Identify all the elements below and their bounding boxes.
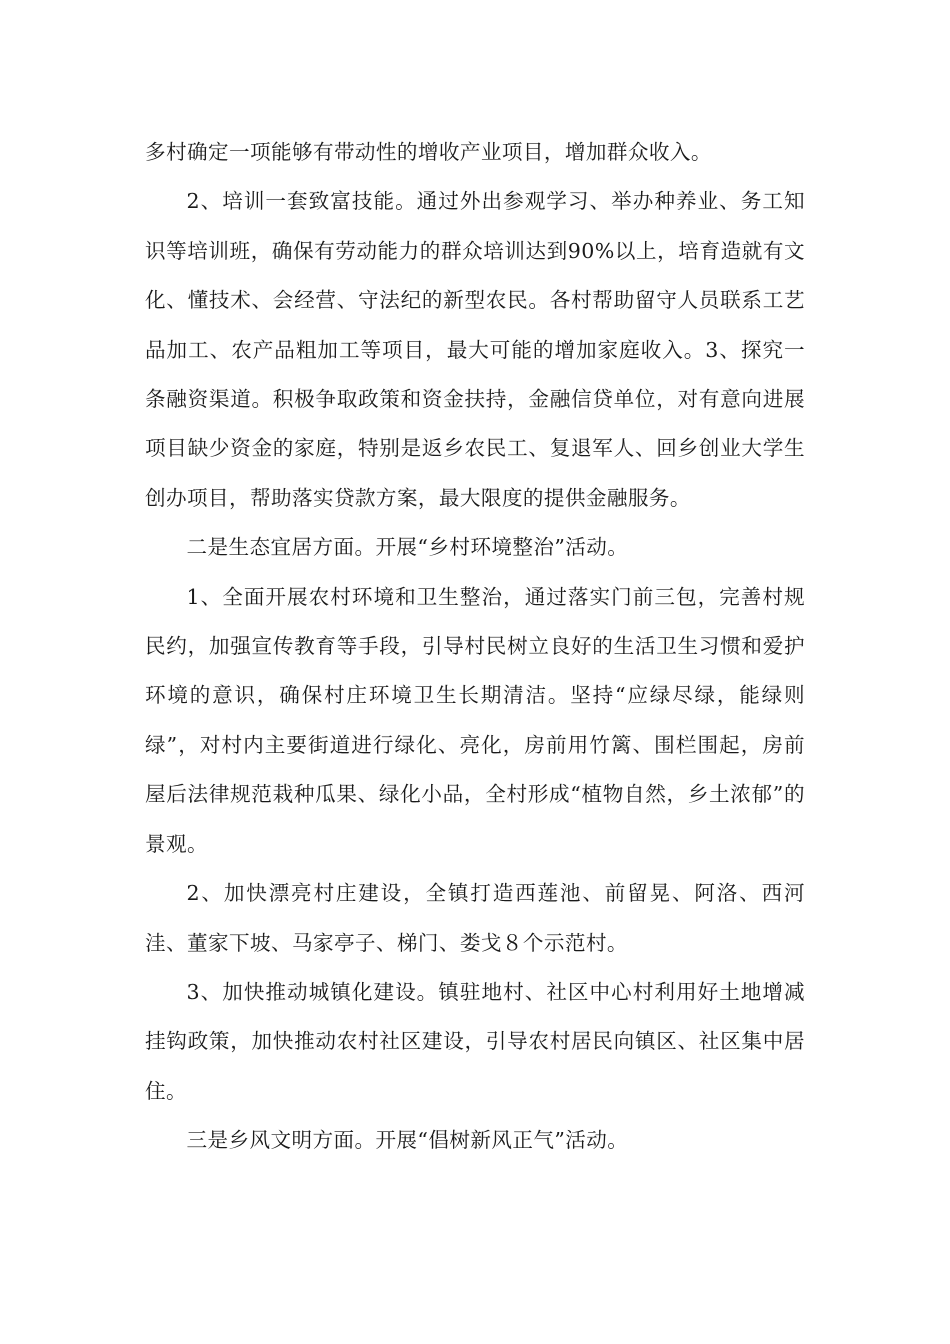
- paragraph-urbanization: 3、加快推动城镇化建设。镇驻地村、社区中心村利用好土地增减挂钩政策，加快推动农村社区建设，引导农村居民向镇区、社区集中居住。: [145, 979, 805, 1103]
- paragraph-ecological-heading: 二是生态宜居方面。开展“乡村环境整治”活动。: [186, 535, 629, 560]
- paragraph-village-construction: 2、加快漂亮村庄建设，全镇打造西莲池、前留晃、阿洛、西河洼、董家下坡、马家亭子、梯门、娄戈８个示范村。: [145, 881, 805, 955]
- paragraph-continuation: 多村确定一项能够有带动性的增收产业项目，增加群众收入。: [145, 140, 712, 164]
- paragraph-environment-sanitation: 1、全面开展农村环境和卫生整治，通过落实门前三包，完善村规民约，加强宣传教育等手段，引导村民树立良好的生活卫生习惯和爱护环境的意识，确保村庄环境卫生长期清洁。坚持“应绿尽绿，能绿则绿”，对村内主要街道进行绿化、亮化，房前用竹篱、围栏围起，房前屋后法律规范栽种瓜果、绿化小品，全村形成“植物自然，乡土浓郁”的景观。: [145, 584, 805, 856]
- paragraph-civility-heading: 三是乡风文明方面。开展“倡树新风正气”活动。: [186, 1128, 629, 1153]
- document-page: [145, 128, 805, 1166]
- paragraph-skills-training: 2、培训一套致富技能。通过外出参观学习、举办种养业、务工知识等培训班，确保有劳动能力的群众培训达到90%以上，培育造就有文化、懂技术、会经营、守法纪的新型农民。各村帮助留守人员联系工艺品加工、农产品粗加工等项目，最大可能的增加家庭收入。3、探究一条融资渠道。积极争取政策和资金扶持，金融信贷单位，对有意向进展项目缺少资金的家庭，特别是返乡农民工、复退军人、回乡创业大学生创办项目，帮助落实贷款方案，最大限度的提供金融服务。: [145, 189, 805, 510]
